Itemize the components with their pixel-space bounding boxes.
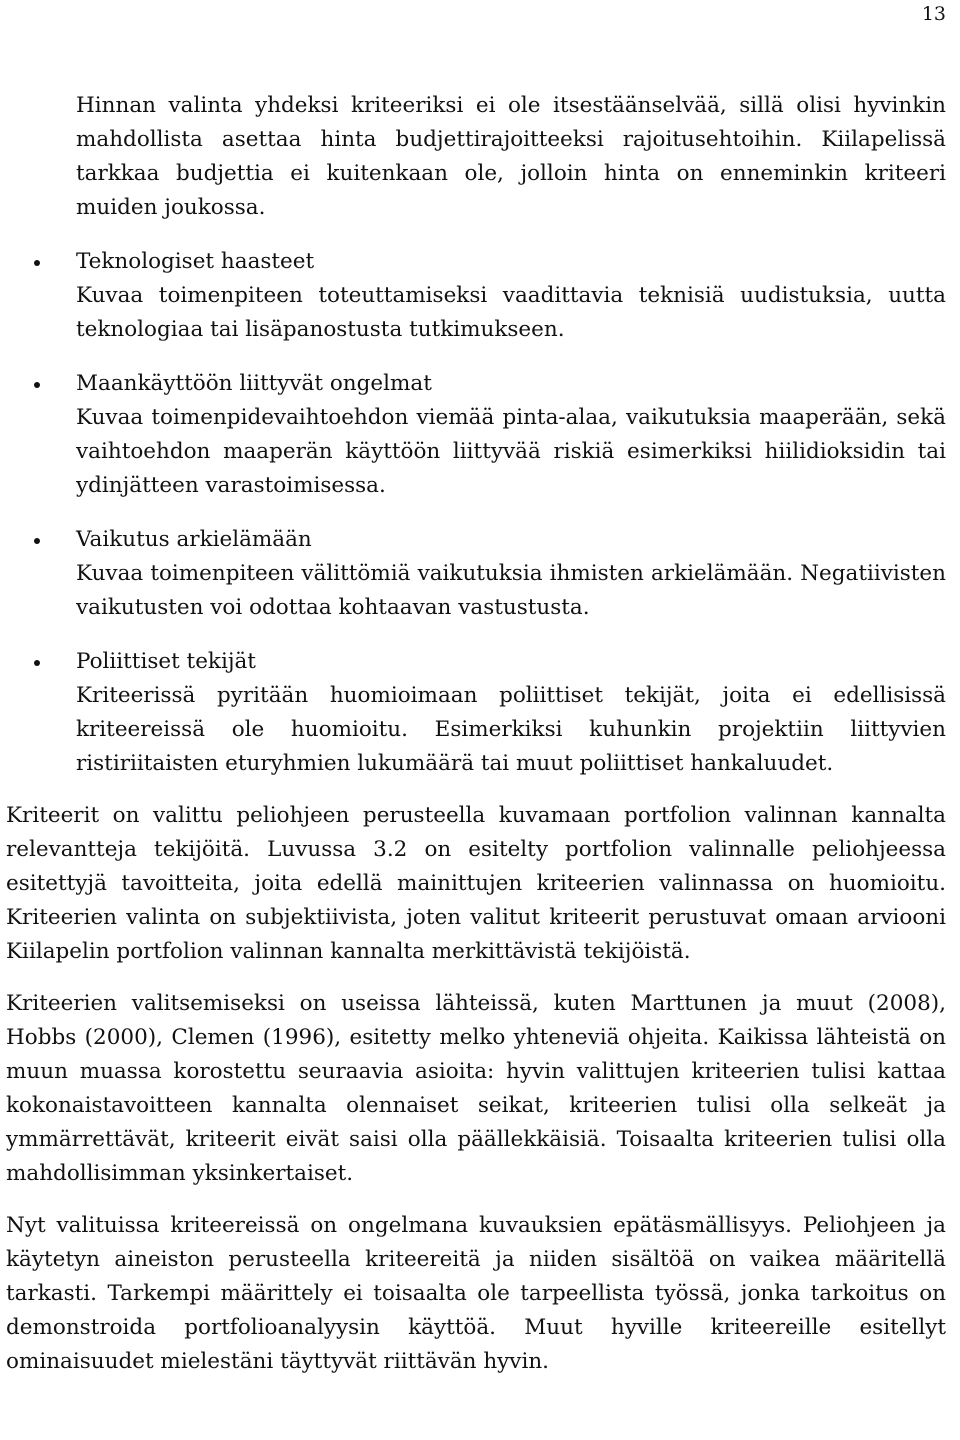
body-paragraph-1: Kriteerit on valittu peliohjeen perusteella kuvamaan portfolion valinnan kannalta relevantteja tekijöitä. Luvussa 3.2 on esitelty portfolion valinnalle peliohjeessa esitettyjä tavoitteita, joita edellä mainittujen kriteerien valinnassa on huomioitu. Kriteerien valinta on subjektiivista, joten valitut kriteerit perustuvat omaan arviooni Kiilapelin portfolion valinnan kannalta merkittävistä tekijöistä.	[6, 803, 946, 964]
bullet-icon	[34, 660, 40, 666]
criteria-title: Poliittiset tekijät	[76, 649, 256, 674]
page-content	[6, 89, 946, 1379]
criteria-item-political	[76, 645, 946, 781]
criteria-title: Vaikutus arkielämään	[76, 527, 312, 552]
bullet-icon	[34, 538, 40, 544]
body-paragraph-2: Kriteerien valitsemiseksi on useissa lähteissä, kuten Marttunen ja muut (2008), Hobbs (2000), Clemen (1996), esitetty melko yhteneviä ohjeita. Kaikissa lähteistä on muun muassa korostettu seuraavia asioita: hyvin valittujen kriteerien tulisi kattaa kokonaistavoitteen kannalta olennaiset seikat, kriteerien tulisi olla selkeät ja ymmärrettävät, kriteerit eivät saisi olla päällekkäisiä. Toisaalta kriteerien tulisi olla mahdollisimman yksinkertaiset.	[6, 991, 946, 1186]
bullet-icon	[34, 382, 40, 388]
criteria-title: Maankäyttöön liittyvät ongelmat	[76, 371, 432, 396]
criteria-description: Kuvaa toimenpidevaihtoehdon viemää pinta-alaa, vaikutuksia maaperään, sekä vaihtoehdon maaperän käyttöön liittyvää riskiä esimerkiksi hiilidioksidin tai ydinjätteen varastoimisessa.	[76, 405, 946, 498]
criteria-list	[6, 245, 946, 781]
criteria-description: Kuvaa toimenpiteen välittömiä vaikutuksia ihmisten arkielämään. Negatiivisten vaikutusten voi odottaa kohtaavan vastustusta.	[76, 561, 946, 620]
criteria-item-technology	[76, 245, 946, 347]
criteria-item-everyday-life	[76, 523, 946, 625]
page-number: 13	[921, 3, 946, 25]
criteria-title: Teknologiset haasteet	[76, 249, 315, 274]
criteria-description: Kuvaa toimenpiteen toteuttamiseksi vaadittavia teknisiä uudistuksia, uutta teknologiaa tai lisäpanostusta tutkimukseen.	[76, 283, 946, 342]
intro-paragraph: Hinnan valinta yhdeksi kriteeriksi ei ole itsestäänselvää, sillä olisi hyvinkin mahdollista asettaa hinta budjettirajoitteeksi rajoitusehtoihin. Kiilapelissä tarkkaa budjettia ei kuitenkaan ole, jolloin hinta on enneminkin kriteeri muiden joukossa.	[76, 93, 946, 220]
body-paragraph-3: Nyt valituissa kriteereissä on ongelmana kuvauksien epätäsmällisyys. Peliohjeen ja käytetyn aineiston perusteella kriteereitä ja niiden sisältöä on vaikea määritellä tarkasti. Tarkempi määrittely ei toisaalta ole tarpeellista työssä, jonka tarkoitus on demonstroida portfolioanalyysin käyttöä. Muut hyville kriteereille esitellyt ominaisuudet mielestäni täyttyvät riittävän hyvin.	[6, 1213, 946, 1374]
bullet-icon	[34, 260, 40, 266]
criteria-description: Kriteerissä pyritään huomioimaan poliittiset tekijät, joita ei edellisissä kriteereissä ole huomioitu. Esimerkiksi kuhunkin projektiin liittyvien ristiriitaisten eturyhmien lukumäärä tai muut poliittiset hankaluudet.	[76, 683, 946, 776]
criteria-item-land-use	[76, 367, 946, 503]
